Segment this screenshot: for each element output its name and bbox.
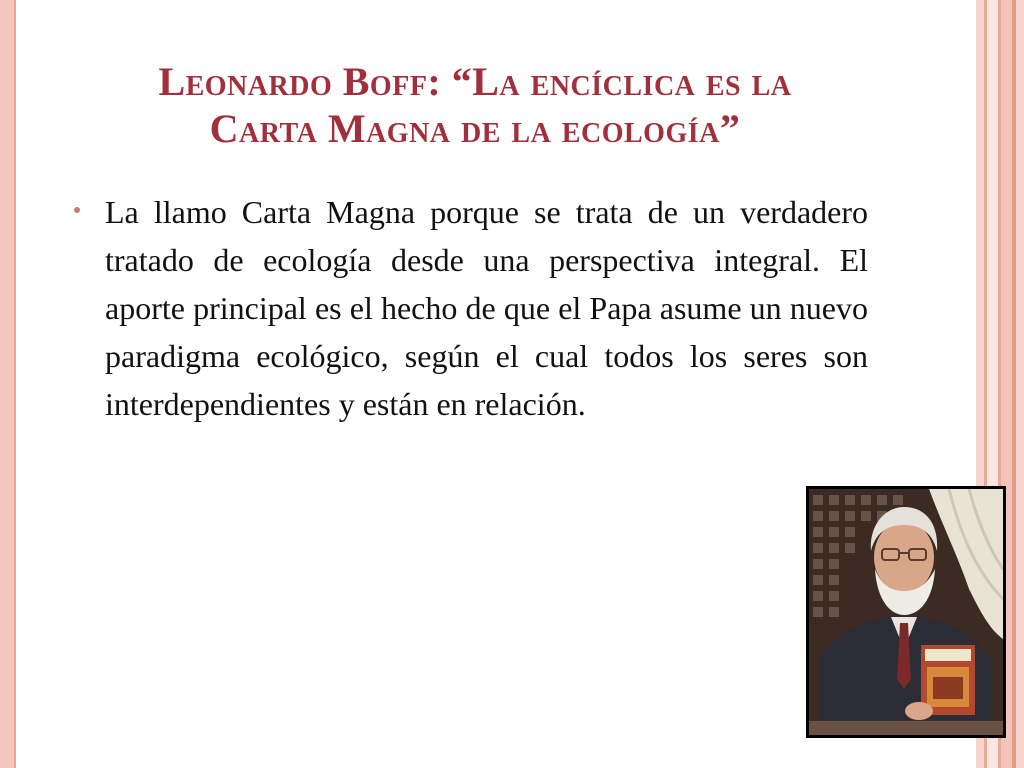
bullet-item	[105, 188, 868, 428]
slide-title-line-1: Leonardo Boff: “La encíclica es la	[158, 59, 792, 104]
left-border-decoration	[0, 0, 16, 768]
portrait-photo	[806, 486, 1006, 738]
bullet-text: La llamo Carta Magna porque se trata de un verdadero tratado de ecología desde una perspectiva integral. El aporte principal es el hecho de que el Papa asume un nuevo paradigma ecológico, según el cual todos los seres son interdependientes y están en relación.	[105, 194, 868, 422]
slide-title-line-2: Carta Magna de la ecología”	[209, 106, 741, 151]
bullet-marker	[74, 207, 80, 213]
slide-title	[40, 58, 910, 152]
